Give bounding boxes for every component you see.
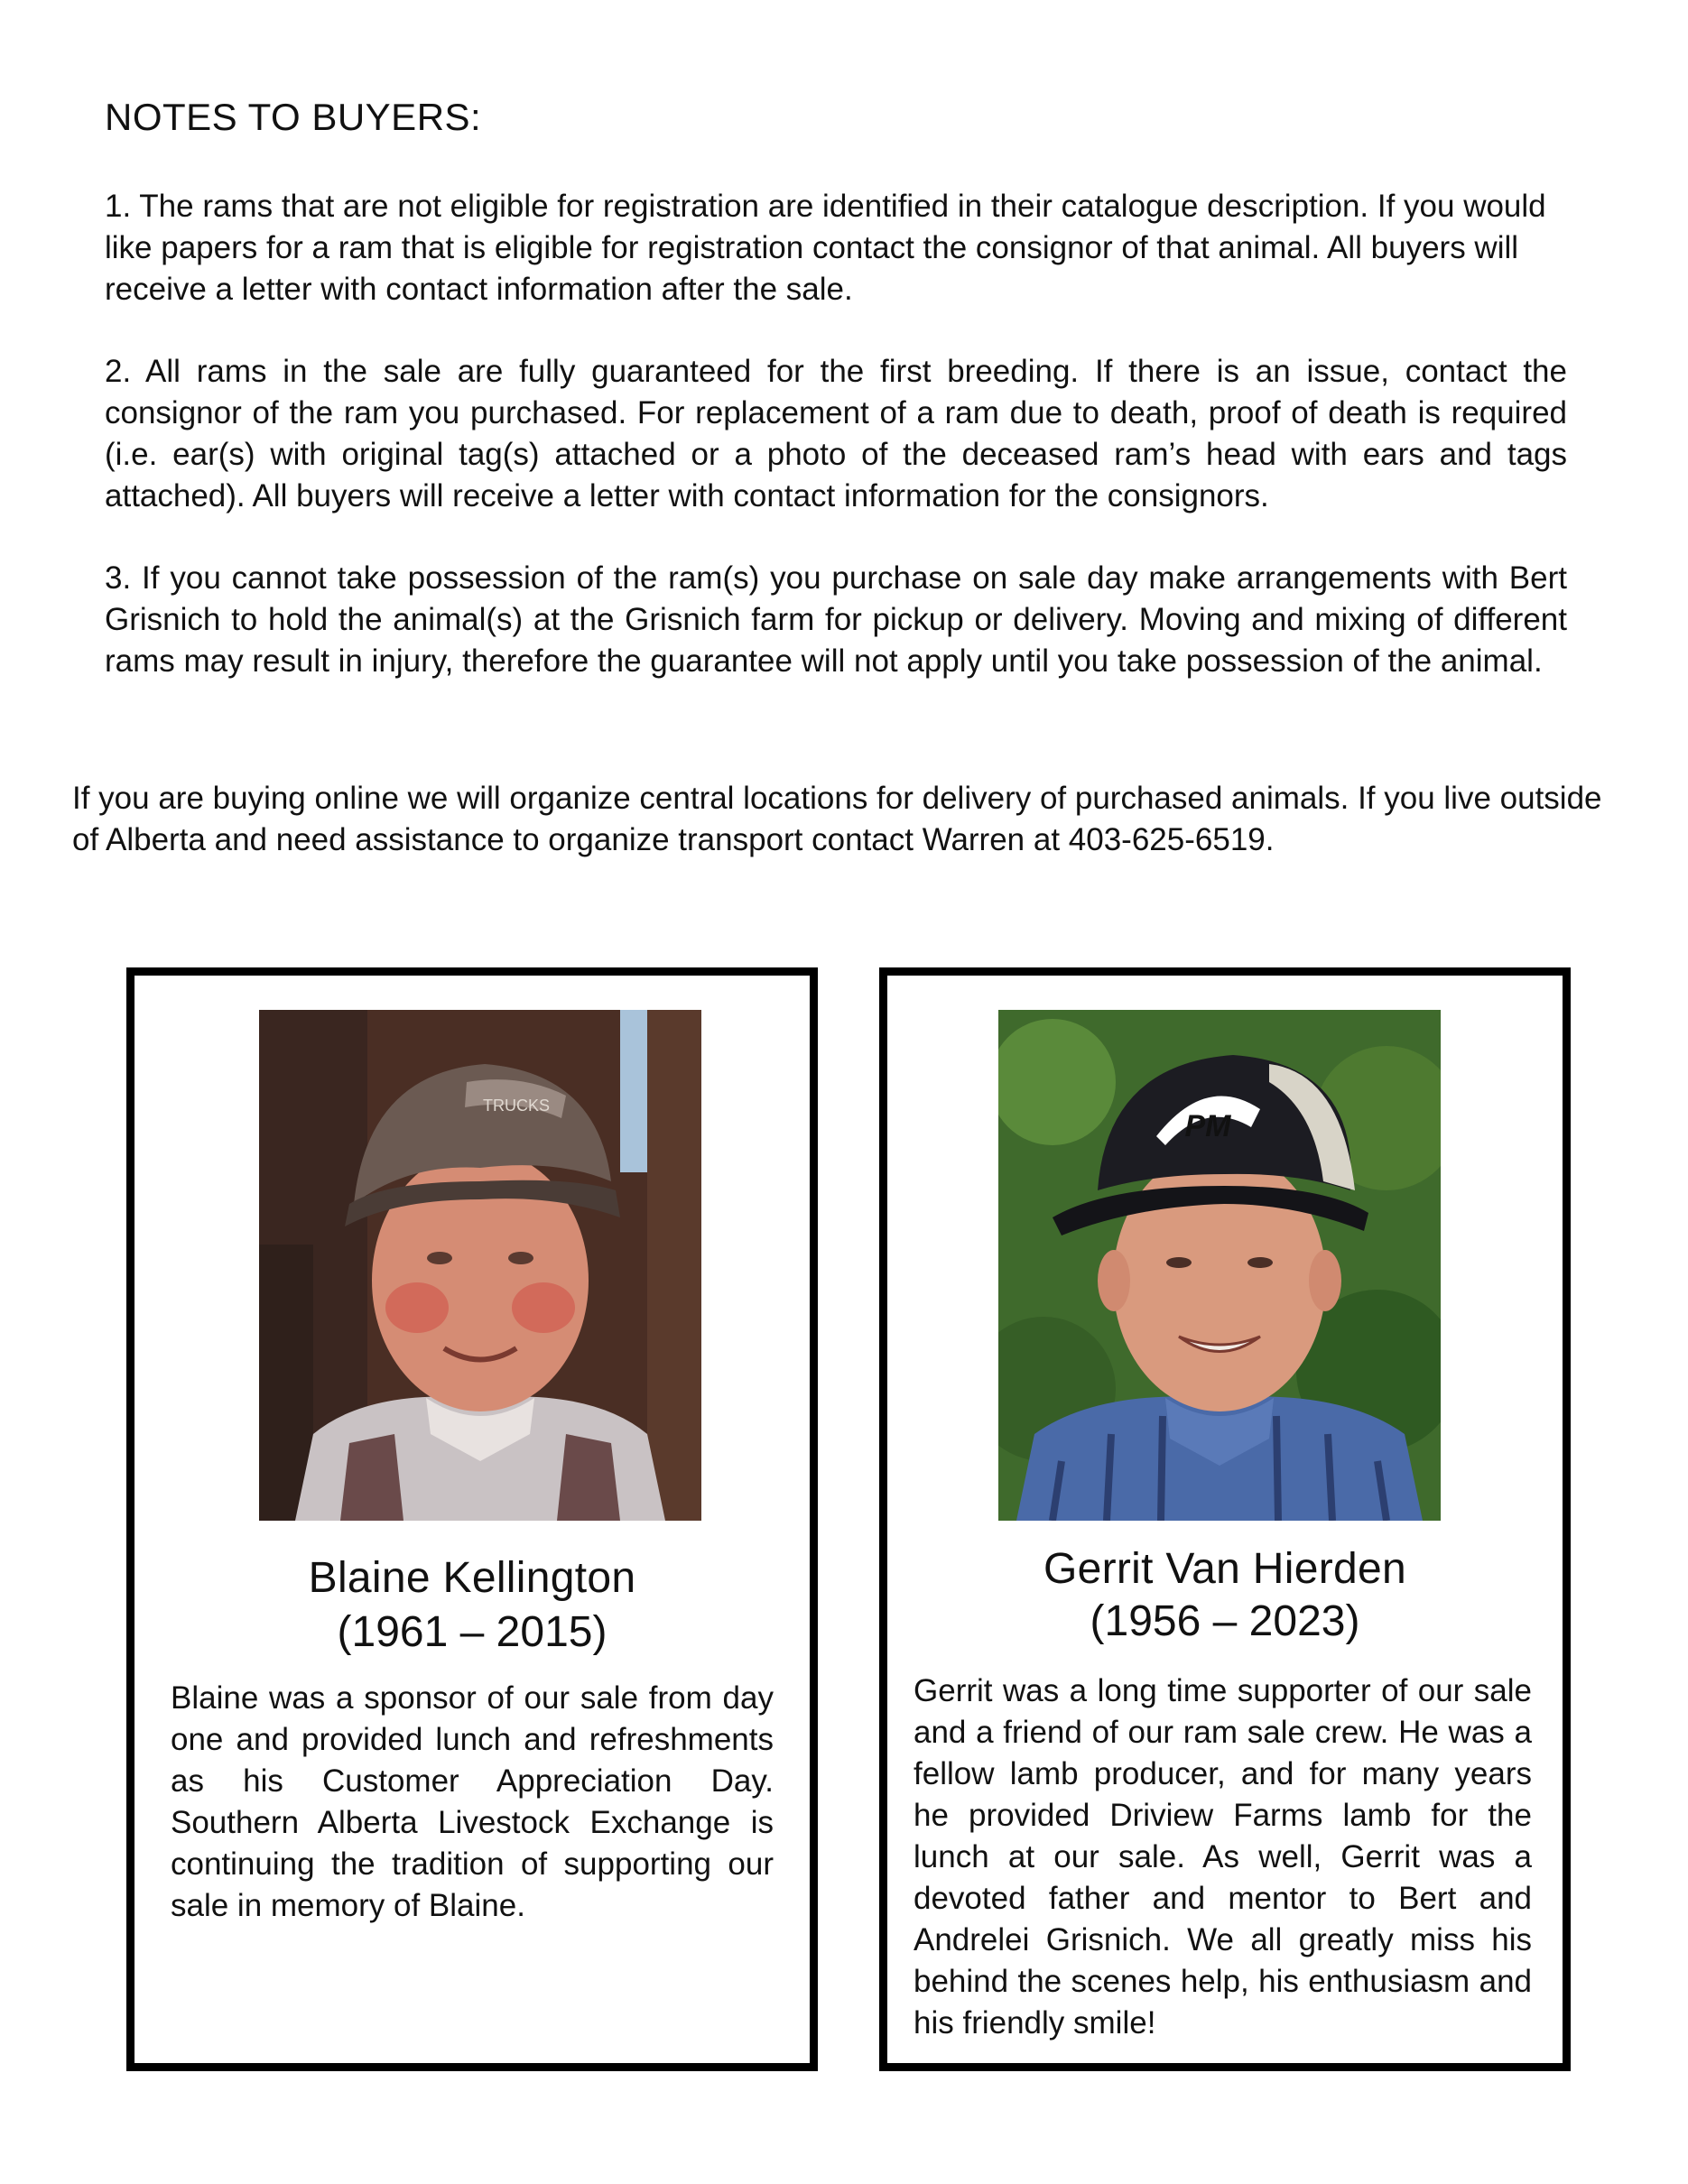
memorial-name: Blaine Kellington bbox=[308, 1554, 636, 1602]
note-item: 2. All rams in the sale are fully guaranteed for the first breeding. If there is an issue, contact the consignor of the ram you purchased. For replacement of a ram due to death, proof of death is required (i.e. ear(s) with original tag(s) attached or a photo of the deceased ram’s head with ears and tags attached). All buyers will receive a letter with contact information for the consignors. bbox=[105, 354, 1567, 514]
note-item: 3. If you cannot take possession of the ram(s) you purchase on sale day make arrangements with Bert Grisnich to hold the animal(s) at the Grisnich farm for pickup or delivery. Moving and mixing of different rams may result in injury, therefore the guarantee will not apply until you take possession of the animal. bbox=[105, 560, 1567, 679]
portrait-photo bbox=[259, 1010, 701, 1521]
cap-logo-text: PM bbox=[1184, 1109, 1231, 1143]
memorial-years: (1961 – 2015) bbox=[337, 1608, 607, 1656]
notes-heading: NOTES TO BUYERS: bbox=[105, 96, 482, 138]
portrait-photo bbox=[998, 1010, 1441, 1521]
memorial-card-gerrit bbox=[879, 967, 1571, 2071]
portrait-illustration bbox=[998, 1010, 1441, 1521]
notes-list bbox=[105, 186, 1567, 723]
memorial-years: (1956 – 2023) bbox=[1090, 1597, 1360, 1645]
memorial-card-blaine bbox=[126, 967, 818, 2071]
note-item: 1. The rams that are not eligible for registration are identified in their catalogue description. If you would like papers for a ram that is eligible for registration contact the consignor of that animal. All buyers will receive a letter with contact information after the sale. bbox=[105, 189, 1546, 307]
memorial-bio: Blaine was a sponsor of our sale from day one and provided lunch and refreshments as his Customer Appreciation Day. Southern Alberta Livestock Exchange is continuing the tradition of supporting our sale in memory of Blaine. bbox=[171, 1680, 774, 1923]
cap-logo-text: TRUCKS bbox=[482, 1097, 551, 1115]
portrait-illustration bbox=[259, 1010, 701, 1521]
online-buying-note: If you are buying online we will organize central locations for delivery of purchased animals. If you live outside of Alberta and need assistance to organize transport contact Warren at 403-625-6519. bbox=[72, 781, 1602, 857]
memorial-bio: Gerrit was a long time supporter of our sale and a friend of our ram sale crew. He was a fellow lamb producer, and for many years he provided Driview Farms lamb for the lunch at our sale. As well, Gerrit was a devoted father and mentor to Bert and Andrelei Grisnich. We all greatly miss his behind the scenes help, his enthusiasm and his friendly smile! bbox=[914, 1673, 1532, 2041]
memorial-name: Gerrit Van Hierden bbox=[1043, 1545, 1406, 1593]
